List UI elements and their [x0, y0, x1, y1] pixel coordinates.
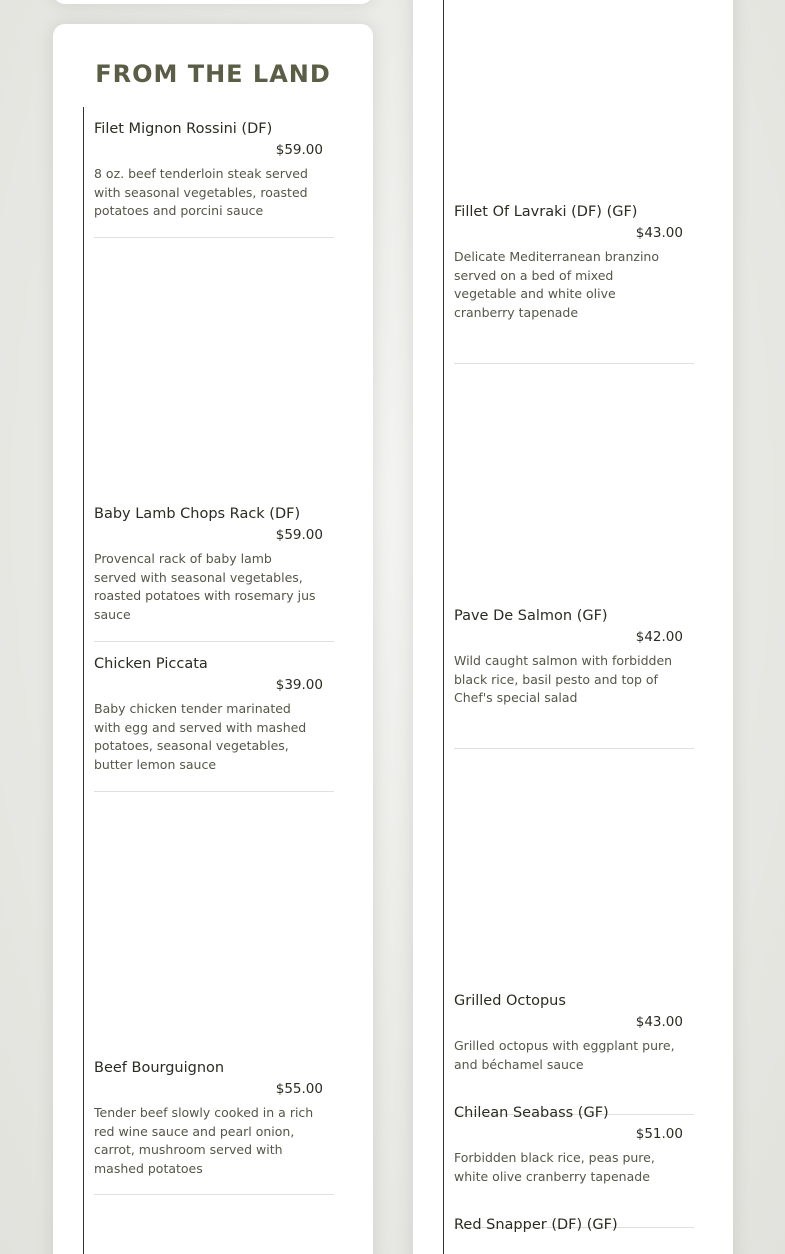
item-description: Wild caught salmon with forbidden black rice, basil pesto and top of Chef's special salad: [454, 653, 673, 706]
item-name: Fillet Of Lavraki (DF) (GF): [454, 204, 638, 220]
item-divider: [94, 1194, 334, 1195]
item-description: 8 oz. beef tenderloin steak served with seasonal vegetables, roasted potatoes and porcini sauce: [94, 166, 308, 219]
item-divider: [94, 641, 334, 642]
item-description: Baby chicken tender marinated with egg and served with mashed potatoes, seasonal vegetables, butter lemon sauce: [94, 701, 307, 772]
item-name: Filet Mignon Rossini (DF): [94, 121, 273, 137]
item-name: Chicken Piccata: [94, 656, 208, 672]
divider-line: [443, 0, 444, 1254]
section-title: FROM THE LAND: [95, 60, 331, 88]
item-divider: [454, 748, 694, 749]
item-price: $43.00: [635, 1014, 683, 1030]
item-name: Pave De Salmon (GF): [454, 608, 608, 624]
item-price: $39.00: [275, 677, 323, 693]
item-name: Baby Lamb Chops Rack (DF): [94, 506, 301, 522]
item-description: Delicate Mediterranean branzino served on a bed of mixed vegetable and white olive cranberry tapenade: [454, 249, 659, 320]
from-the-sea-card: [413, 0, 733, 1254]
item-name: Grilled Octopus: [454, 993, 566, 1009]
item-divider: [94, 237, 334, 238]
item-price: $43.00: [635, 225, 683, 241]
item-price: $55.00: [275, 1081, 323, 1097]
item-description: Grilled octopus with eggplant pure, and béchamel sauce: [454, 1038, 675, 1072]
item-price: $59.00: [275, 142, 323, 158]
item-description: Forbidden black rice, peas pure, white olive cranberry tapenade: [454, 1150, 655, 1184]
previous-menu-card: [53, 0, 373, 4]
divider-line: [83, 107, 84, 1254]
item-price: $59.00: [275, 527, 323, 543]
from-the-land-card: [53, 24, 373, 1254]
item-price: $51.00: [635, 1126, 683, 1142]
item-divider: [454, 363, 694, 364]
item-name: Chilean Seabass (GF): [454, 1105, 609, 1121]
item-description: Tender beef slowly cooked in a rich red wine sauce and pearl onion, carrot, mushroom served with mashed potatoes: [94, 1105, 314, 1176]
item-name: Beef Bourguignon: [94, 1060, 225, 1076]
item-divider: [94, 791, 334, 792]
item-price: $42.00: [635, 629, 683, 645]
item-name: Red Snapper (DF) (GF): [454, 1217, 618, 1233]
item-description: Provencal rack of baby lamb served with seasonal vegetables, roasted potatoes with rosemary jus sauce: [94, 551, 316, 622]
